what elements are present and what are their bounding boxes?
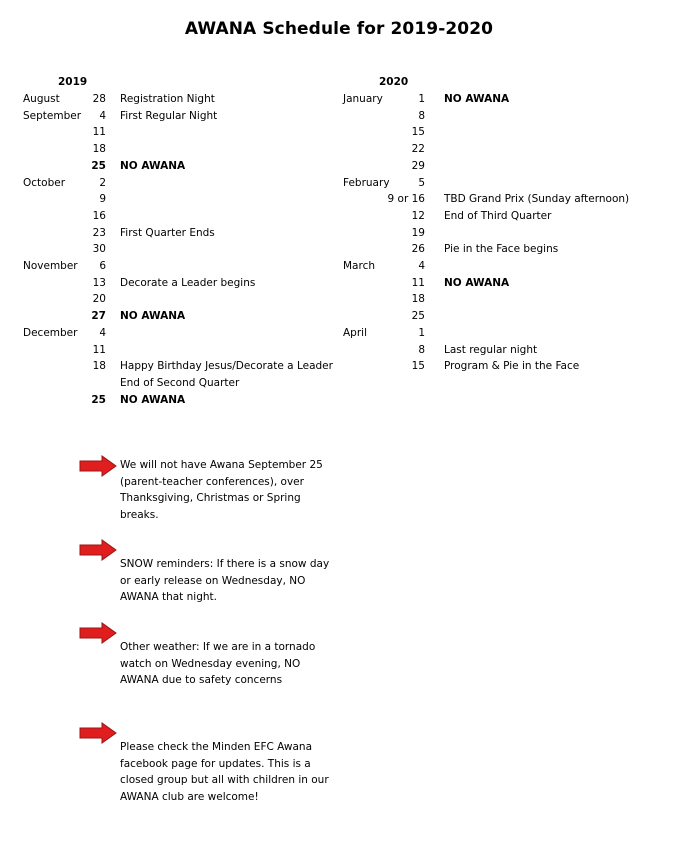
day-number: 12 — [411, 209, 425, 222]
month-label: February — [343, 176, 390, 189]
schedule-row — [0, 124, 678, 140]
schedule-row — [0, 175, 678, 191]
month-label: September — [23, 109, 82, 122]
day-number: 9 or 16 — [387, 193, 425, 206]
day-number: 25 — [91, 393, 106, 406]
red-arrow-icon — [79, 722, 117, 744]
event-text: Decorate a Leader begins — [120, 276, 256, 289]
day-number: 4 — [99, 326, 106, 339]
day-number: 11 — [92, 126, 106, 139]
day-number: 18 — [411, 293, 425, 306]
month-label: October — [23, 176, 66, 189]
red-arrow-icon — [79, 455, 117, 477]
day-number: 1 — [418, 326, 425, 339]
event-text: NO AWANA — [444, 276, 510, 289]
schedule-row — [0, 158, 678, 174]
day-number: 29 — [411, 159, 425, 172]
day-number: 19 — [411, 226, 425, 239]
day-number: 8 — [418, 343, 425, 356]
event-text: First Regular Night — [120, 109, 218, 122]
schedule-row — [0, 191, 678, 207]
schedule-row — [0, 325, 678, 341]
day-number: 18 — [92, 143, 106, 156]
day-number: 8 — [418, 109, 425, 122]
event-text: First Quarter Ends — [120, 226, 215, 239]
note-text: Other weather: If we are in a tornado watch on Wednesday evening, NO AWANA due to safety concerns — [120, 641, 316, 687]
schedule-row — [0, 241, 678, 257]
note-text: Please check the Minden EFC Awana facebook page for updates. This is a closed group but all with children in our AWANA club are welcome! — [120, 741, 329, 804]
schedule-row — [0, 225, 678, 241]
schedule-row — [0, 342, 678, 358]
day-number: 30 — [92, 243, 106, 256]
event-text: End of Third Quarter — [444, 209, 552, 222]
event-text: End of Second Quarter — [120, 376, 240, 389]
day-number: 18 — [92, 360, 106, 373]
month-label: March — [343, 260, 376, 272]
schedule-row — [0, 392, 678, 408]
schedule-row — [0, 375, 678, 391]
day-number: 11 — [92, 343, 106, 356]
month-label: January — [343, 93, 383, 105]
year-2020-heading: 2020 — [379, 76, 409, 88]
schedule-row — [0, 275, 678, 291]
day-number: 4 — [418, 260, 425, 272]
day-number: 15 — [411, 126, 425, 139]
day-number: 11 — [411, 276, 425, 289]
day-number: 9 — [99, 193, 106, 206]
day-number: 20 — [92, 293, 106, 306]
schedule-row — [0, 291, 678, 307]
page-title: AWANA Schedule for 2019-2020 — [184, 19, 494, 39]
event-text: Pie in the Face begins — [444, 243, 559, 256]
red-arrow-icon — [79, 539, 117, 561]
day-number: 27 — [91, 310, 106, 323]
month-label: April — [343, 326, 367, 339]
schedule-row — [0, 258, 678, 274]
schedule-row — [0, 208, 678, 224]
schedule-row — [0, 108, 678, 124]
schedule-row — [0, 141, 678, 157]
day-number: 23 — [92, 226, 106, 239]
schedule-row — [0, 91, 678, 107]
day-number: 22 — [411, 143, 425, 156]
event-text: NO AWANA — [120, 393, 186, 406]
event-text: NO AWANA — [120, 310, 186, 323]
day-number: 25 — [411, 310, 425, 323]
day-number: 15 — [411, 360, 425, 373]
note-text: We will not have Awana September 25 (parent-teacher conferences), over Thanksgiving, Christmas or Spring breaks. — [120, 459, 323, 522]
day-number: 1 — [418, 93, 425, 105]
note-text: SNOW reminders: If there is a snow day or early release on Wednesday, NO AWANA that night. — [120, 558, 330, 604]
year-2019-heading: 2019 — [58, 76, 88, 88]
event-text: Happy Birthday Jesus/Decorate a Leader — [120, 360, 333, 373]
month-label: November — [23, 260, 78, 272]
event-text: Program & Pie in the Face — [444, 360, 580, 373]
day-number: 6 — [99, 260, 106, 272]
day-number: 4 — [99, 109, 106, 122]
month-label: December — [23, 326, 78, 339]
day-number: 16 — [92, 209, 106, 222]
event-text: NO AWANA — [120, 159, 186, 172]
day-number: 25 — [91, 159, 106, 172]
event-text: TBD Grand Prix (Sunday afternoon) — [444, 193, 630, 206]
event-text: NO AWANA — [444, 93, 510, 105]
event-text: Last regular night — [444, 343, 538, 356]
day-number: 5 — [418, 176, 425, 189]
event-text: Registration Night — [120, 93, 215, 105]
schedule-row — [0, 308, 678, 324]
schedule-row — [0, 358, 678, 374]
red-arrow-icon — [79, 622, 117, 644]
day-number: 26 — [411, 243, 425, 256]
day-number: 2 — [99, 176, 106, 189]
day-number: 28 — [92, 93, 106, 105]
month-label: August — [23, 93, 60, 105]
day-number: 13 — [92, 276, 106, 289]
